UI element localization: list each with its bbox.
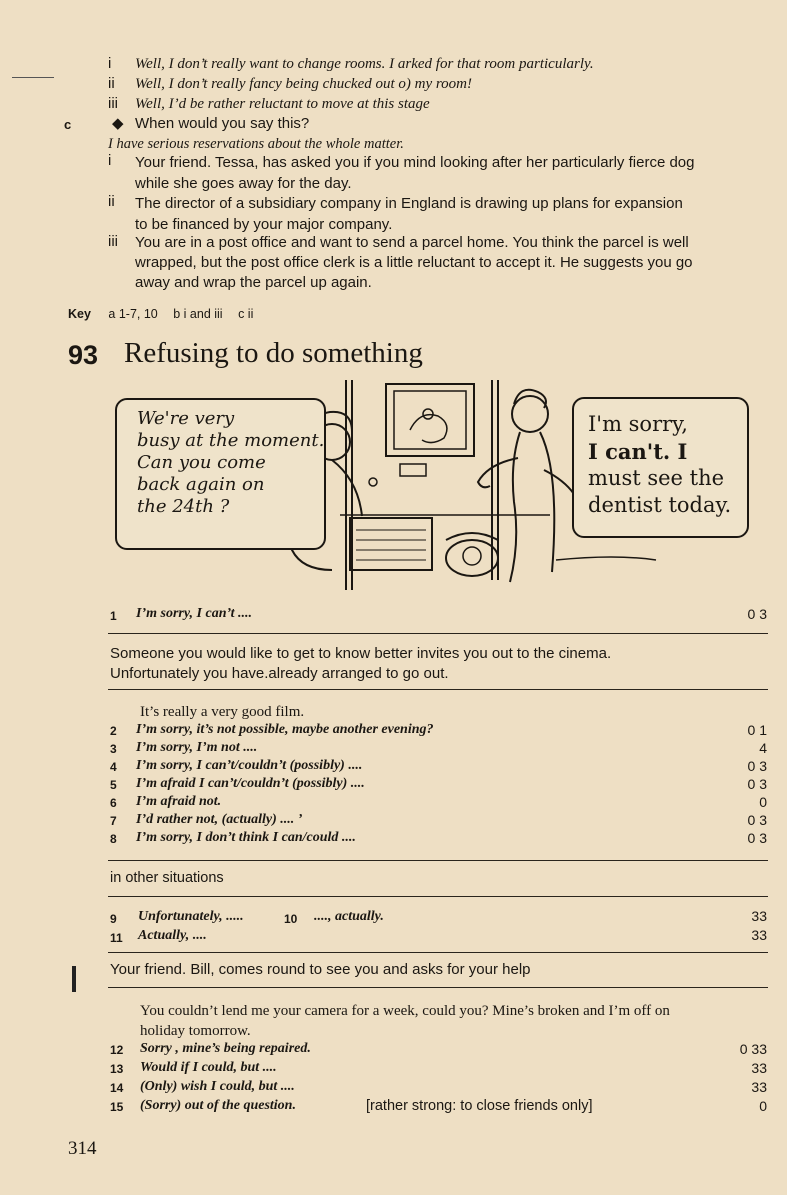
situation-line: You are in a post office and want to send a parcel home. You think the parcel is well bbox=[135, 234, 689, 251]
divider bbox=[108, 633, 768, 634]
item-code: 0 3 bbox=[747, 776, 767, 792]
item-code: 4 bbox=[759, 740, 767, 756]
item-text: I’m sorry, I can’t/couldn’t (possibly) .... bbox=[136, 758, 363, 773]
speech-bubble-left bbox=[115, 398, 326, 550]
situation-text bbox=[135, 152, 775, 194]
situation-marker: i bbox=[108, 152, 112, 169]
exercise-question: When would you say this? bbox=[135, 115, 310, 132]
situation-line: to be financed by your major company. bbox=[135, 216, 393, 233]
response-row bbox=[0, 1079, 787, 1098]
response-row bbox=[0, 740, 787, 758]
response-list bbox=[0, 722, 787, 848]
divider bbox=[108, 860, 768, 861]
response-row bbox=[0, 1098, 787, 1117]
item-number: 1 bbox=[110, 609, 117, 623]
option-row bbox=[108, 55, 594, 73]
item-text: I’m afraid I can’t/couldn’t (possibly) .... bbox=[136, 776, 365, 791]
response-row bbox=[0, 776, 787, 794]
option-marker: i bbox=[108, 55, 112, 72]
bubble-line: I'm sorry, bbox=[588, 412, 688, 436]
bubble-line: I can't. I bbox=[588, 439, 688, 464]
item-number: 9 bbox=[110, 912, 117, 926]
item-number: 11 bbox=[110, 931, 123, 945]
option-text: Well, I don’t really fancy being chucked out o) my room! bbox=[135, 76, 472, 92]
exercise-letter: c bbox=[64, 117, 72, 132]
option-row bbox=[108, 75, 472, 93]
item-code: 0 33 bbox=[739, 1041, 767, 1057]
situation-marker: ii bbox=[108, 193, 115, 210]
divider bbox=[108, 987, 768, 988]
situation-line: wrapped, but the post office clerk is a little reluctant to accept it. He suggests you go bbox=[135, 254, 693, 271]
item-text: Unfortunately, ..... bbox=[138, 909, 244, 924]
scenario-line: Unfortunately you have.already arranged to go out. bbox=[110, 665, 449, 682]
situation-line: The director of a subsidiary company in England is drawing up plans for expansion bbox=[135, 195, 683, 212]
item-number: 10 bbox=[284, 912, 298, 926]
divider bbox=[108, 689, 768, 690]
item-code: 33 bbox=[751, 927, 767, 943]
situation-line: away and wrap the parcel up again. bbox=[135, 274, 372, 291]
item-text: I’m sorry, I can’t .... bbox=[136, 606, 253, 621]
item-text: Actually, .... bbox=[138, 928, 207, 943]
item-number: 5 bbox=[110, 778, 117, 792]
item-number: 2 bbox=[110, 724, 117, 738]
prompt-line: holiday tomorrow. bbox=[140, 1023, 251, 1039]
item-number: 6 bbox=[110, 796, 117, 810]
response-list bbox=[0, 1041, 787, 1117]
item-code: 0 bbox=[759, 794, 767, 810]
item-text: I’m sorry, it’s not possible, maybe another evening? bbox=[136, 722, 434, 737]
item-number: 12 bbox=[110, 1043, 124, 1057]
response-row bbox=[0, 722, 787, 740]
item-number: 3 bbox=[110, 742, 117, 756]
section-number: 93 bbox=[68, 340, 99, 370]
section-title: Refusing to do something bbox=[124, 337, 423, 369]
item-number: 4 bbox=[110, 760, 117, 774]
response-row bbox=[0, 794, 787, 812]
option-marker: iii bbox=[108, 95, 118, 112]
bubble-line: busy at the moment. bbox=[137, 430, 325, 451]
divider bbox=[108, 896, 768, 897]
option-row bbox=[108, 95, 430, 113]
item-text: (Only) wish I could, but .... bbox=[140, 1079, 295, 1094]
exercise-intro: I have serious reservations about the whole matter. bbox=[108, 136, 404, 152]
item-code: 33 bbox=[751, 908, 767, 924]
item-code: 0 3 bbox=[747, 830, 767, 846]
diamond-icon: ◆ bbox=[112, 115, 124, 132]
key-label: Key bbox=[68, 307, 91, 321]
scenario-line: Someone you would like to get to know better invites you out to the cinema. bbox=[110, 645, 612, 662]
response-row bbox=[0, 1060, 787, 1079]
response-row bbox=[0, 812, 787, 830]
key-answer-c: c ii bbox=[238, 307, 254, 321]
item-code: 33 bbox=[751, 1079, 767, 1095]
situation-line: while she goes away for the day. bbox=[135, 175, 352, 192]
key-answer-b: b i and iii bbox=[173, 307, 223, 321]
bubble-line: must see the bbox=[588, 466, 725, 490]
item-text: Sorry , mine’s being repaired. bbox=[140, 1041, 311, 1056]
key-answer-a: a 1-7, 10 bbox=[108, 307, 158, 321]
subheading: in other situations bbox=[110, 870, 224, 886]
bubble-line: the 24th ? bbox=[137, 496, 230, 517]
option-marker: ii bbox=[108, 75, 115, 92]
bubble-line: dentist today. bbox=[588, 493, 732, 517]
item-text: I’m afraid not. bbox=[136, 794, 222, 809]
item-code: 0 3 bbox=[747, 812, 767, 828]
item-number: 15 bbox=[110, 1100, 124, 1114]
option-text: Well, I don’t really want to change rooms. I arked for that room particularly. bbox=[135, 56, 594, 72]
item-number: 13 bbox=[110, 1062, 124, 1076]
item-text: ...., actually. bbox=[314, 909, 384, 924]
divider bbox=[108, 952, 768, 953]
margin-mark bbox=[12, 77, 54, 78]
item-code: 33 bbox=[751, 1060, 767, 1076]
item-code: 0 3 bbox=[747, 758, 767, 774]
page-number: 314 bbox=[68, 1138, 97, 1159]
response-row bbox=[0, 1041, 787, 1060]
item-number: 8 bbox=[110, 832, 117, 846]
bubble-text bbox=[588, 411, 731, 519]
answer-key bbox=[68, 307, 253, 321]
prompt-text: It’s really a very good film. bbox=[140, 704, 305, 720]
margin-bar bbox=[72, 966, 76, 992]
situation-marker: iii bbox=[108, 233, 118, 250]
situation-line: Your friend. Tessa, has asked you if you mind looking after her particularly fierce dog bbox=[135, 154, 695, 171]
prompt-line: You couldn’t lend me your camera for a week, could you? Mine’s broken and I’m off on bbox=[140, 1003, 670, 1019]
item-code: 0 1 bbox=[747, 722, 767, 738]
item-code: 0 3 bbox=[747, 606, 767, 622]
bubble-line: We're very bbox=[137, 408, 235, 429]
item-text: I’d rather not, (actually) .... ’ bbox=[136, 812, 303, 827]
bubble-line: back again on bbox=[137, 474, 265, 495]
item-text: I’m sorry, I don’t think I can/could .... bbox=[136, 830, 356, 845]
prompt-text bbox=[140, 1001, 670, 1041]
bubble-text bbox=[137, 408, 324, 518]
item-text: I’m sorry, I’m not .... bbox=[136, 740, 258, 755]
item-number: 7 bbox=[110, 814, 117, 828]
bubble-line: Can you come bbox=[137, 452, 266, 473]
situation-text bbox=[135, 233, 780, 293]
item-text: (Sorry) out of the question. bbox=[140, 1098, 296, 1113]
item-number: 14 bbox=[110, 1081, 124, 1095]
scenario-text: Your friend. Bill, comes round to see you and asks for your help bbox=[110, 961, 531, 978]
item-code: 0 bbox=[759, 1098, 767, 1114]
response-row bbox=[0, 830, 787, 848]
item-note: [rather strong: to close friends only] bbox=[366, 1098, 593, 1114]
situation-text bbox=[135, 193, 775, 235]
speech-bubble-right bbox=[572, 397, 749, 538]
response-row bbox=[0, 758, 787, 776]
option-text: Well, I’d be rather reluctant to move at this stage bbox=[135, 96, 430, 112]
item-text: Would if I could, but .... bbox=[140, 1060, 277, 1075]
scenario-text bbox=[110, 644, 611, 684]
